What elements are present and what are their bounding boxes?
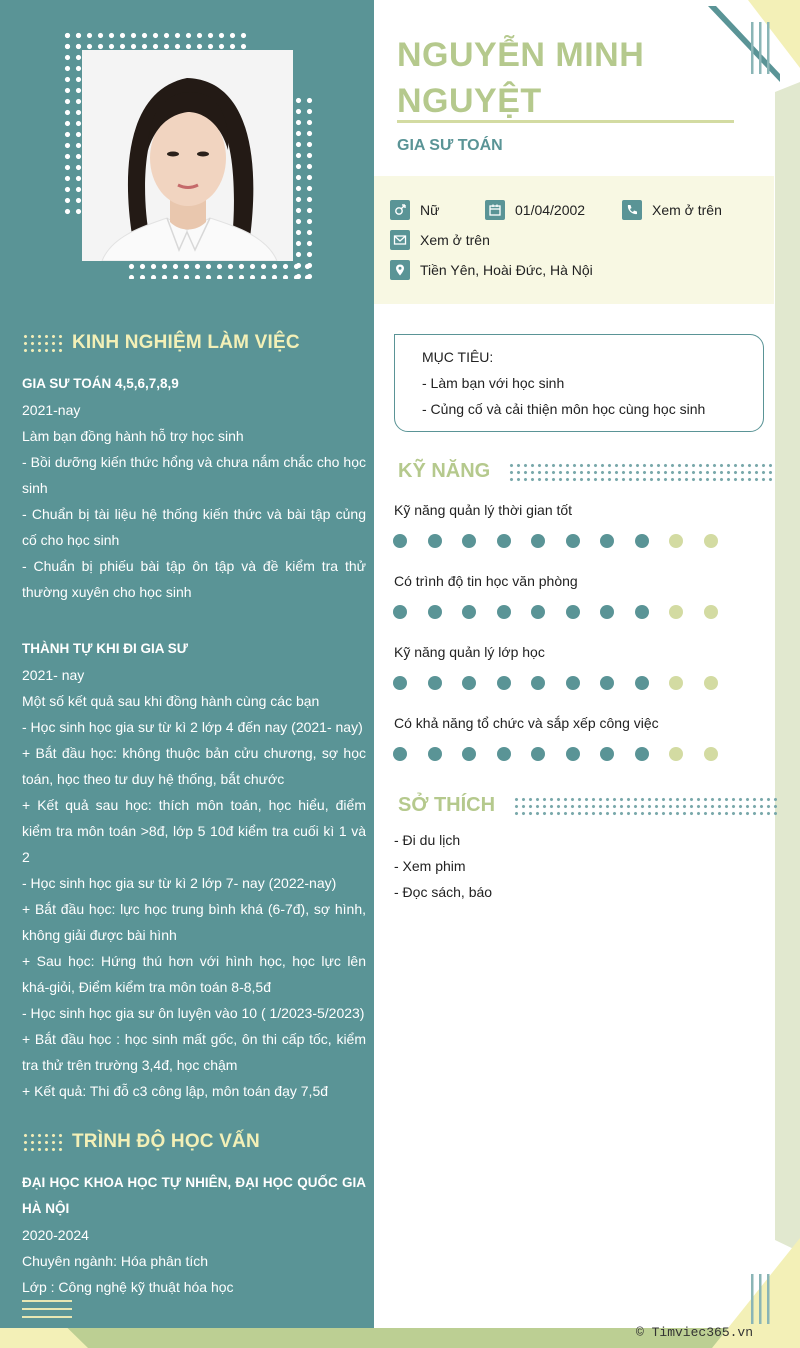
- education-dots: [22, 1132, 64, 1152]
- job-2-line-1: Một số kết quả sau khi đồng hành cùng các bạn: [22, 693, 320, 709]
- rating-dot-filled: [462, 605, 476, 619]
- rating-dot-filled: [428, 676, 442, 690]
- education-entry: [22, 1170, 366, 1300]
- job-2-line-10: + Kết quả: Thi đỗ c3 công lập, môn toán đạy 7,5đ: [22, 1083, 329, 1099]
- location-icon: [390, 260, 410, 280]
- rating-dot-filled: [393, 676, 407, 690]
- rating-dot-filled: [497, 534, 511, 548]
- objective-line-2: - Củng cố và cải thiện môn học cùng học sinh: [422, 401, 706, 417]
- photo-dots-right: [293, 95, 313, 279]
- rating-dot-empty: [704, 605, 718, 619]
- job-1-position: GIA SƯ TOÁN 4,5,6,7,8,9: [22, 376, 179, 391]
- info-email: [390, 230, 490, 250]
- rating-dot-filled: [635, 605, 649, 619]
- rating-dot-filled: [462, 534, 476, 548]
- skill-3-name: Kỹ năng quản lý lớp học: [394, 644, 545, 660]
- skill-1-name: Kỹ năng quản lý thời gian tốt: [394, 502, 573, 518]
- rating-dot-filled: [600, 676, 614, 690]
- rating-dot-filled: [497, 747, 511, 761]
- experience-dots: [22, 333, 64, 353]
- email-value: Xem ở trên: [420, 232, 490, 248]
- rating-dot-filled: [428, 747, 442, 761]
- rating-dot-filled: [531, 676, 545, 690]
- gender-icon: [390, 200, 410, 220]
- skills-dots: [508, 462, 772, 482]
- objective-title: MỤC TIÊU:: [422, 349, 494, 365]
- phone-icon: [622, 200, 642, 220]
- rating-dot-filled: [531, 747, 545, 761]
- education-major: Chuyên ngành: Hóa phân tích: [22, 1253, 209, 1269]
- rating-dot-filled: [462, 676, 476, 690]
- job-2-line-7: + Sau học: Hứng thú hơn với hình học, học lực lên khá-giỏi, Điểm kiểm tra môn toán 8-8,5đ: [22, 953, 366, 995]
- job-2-line-8: - Học sinh học gia sư ôn luyện vào 10 ( 1/2023-5/2023): [22, 1005, 365, 1021]
- info-gender: [390, 200, 439, 220]
- rating-dot-empty: [704, 534, 718, 548]
- rating-dot-empty: [669, 676, 683, 690]
- contact-info-panel: [374, 176, 774, 304]
- job-1-line-1: Làm bạn đồng hành hỗ trợ học sinh: [22, 428, 244, 444]
- rating-dot-filled: [566, 747, 580, 761]
- deco-line: [22, 1308, 72, 1310]
- rating-dot-filled: [600, 605, 614, 619]
- job-2-line-9: + Bắt đầu học : học sinh mất gốc, ôn thi cấp tốc, kiểm tra thử trên trường 3,4đ, học chậm: [22, 1031, 366, 1073]
- job-2-line-4: + Kết quả sau học: thích môn toán, học hiểu, điểm kiểm tra môn toán >8đ, lớp 5 10đ kiểm tra cuối kì 1 và 2: [22, 797, 366, 865]
- education-class: Lớp : Công nghệ kỹ thuật hóa học: [22, 1279, 234, 1295]
- experience-job-1: [22, 371, 366, 605]
- calendar-icon: [485, 200, 505, 220]
- info-birthday: [485, 200, 585, 220]
- education-header: [22, 1127, 260, 1157]
- job-title: GIA SƯ TOÁN: [397, 137, 503, 154]
- address-value: Tiền Yên, Hoài Đức, Hà Nội: [420, 262, 593, 278]
- job-2-line-3: + Bắt đầu học: không thuộc bản cửu chương, sợ học toán, học theo tư duy hệ thống, bắt chước: [22, 745, 366, 787]
- job-2-line-6: + Bắt đầu học: lực học trung bình khá (6-7đ), sợ hình, không giải được bài hình: [22, 901, 366, 943]
- rating-dot-filled: [600, 747, 614, 761]
- experience-title: KINH NGHIỆM LÀM VIỆC: [72, 332, 300, 353]
- gender-value: Nữ: [420, 202, 440, 218]
- rating-dot-filled: [393, 534, 407, 548]
- deco-line: [22, 1316, 72, 1318]
- email-icon: [390, 230, 410, 250]
- hobbies-header: [398, 794, 777, 817]
- footer-copyright: © Timviec365.vn: [636, 1325, 754, 1340]
- profile-photo: [82, 50, 293, 261]
- rating-dot-filled: [428, 534, 442, 548]
- rating-dot-filled: [566, 605, 580, 619]
- hobbies-title: SỞ THÍCH: [398, 794, 496, 816]
- experience-header: [22, 328, 300, 358]
- objective-line-1: - Làm bạn với học sinh: [422, 375, 565, 391]
- education-school: ĐẠI HỌC KHOA HỌC TỰ NHIÊN, ĐẠI HỌC QUỐC GIA HÀ NỘI: [22, 1175, 366, 1216]
- rating-dot-filled: [497, 676, 511, 690]
- job-2-position: THÀNH TỰ KHI ĐI GIA SƯ: [22, 641, 188, 656]
- job-1-period: 2021-nay: [22, 402, 81, 418]
- photo-dots-left: [62, 30, 82, 219]
- birthday-value: 01/04/2002: [515, 202, 586, 218]
- name-underline: [397, 120, 734, 123]
- rating-dot-filled: [566, 534, 580, 548]
- skills-title: KỸ NĂNG: [398, 460, 491, 482]
- hobby-2: - Xem phim: [394, 858, 466, 874]
- info-address: [390, 260, 593, 280]
- job-1-line-4: - Chuẩn bị phiếu bài tập ôn tập và đề kiểm tra thử thường xuyên cho học sinh: [22, 558, 366, 600]
- rating-dot-filled: [393, 605, 407, 619]
- rating-dot-empty: [669, 605, 683, 619]
- rating-dot-filled: [600, 534, 614, 548]
- phone-value: Xem ở trên: [652, 202, 722, 218]
- education-period: 2020-2024: [22, 1227, 89, 1243]
- experience-job-2: [22, 636, 366, 1104]
- photo-dots-top: [62, 30, 251, 50]
- job-2-period: 2021- nay: [22, 667, 85, 683]
- education-title: TRÌNH ĐỘ HỌC VẤN: [72, 1131, 260, 1152]
- info-phone: [622, 200, 722, 220]
- job-1-line-2: - Bồi dưỡng kiến thức hổng và chưa nắm chắc cho học sinh: [22, 454, 366, 496]
- rating-dot-filled: [497, 605, 511, 619]
- photo-dots-bottom: [126, 261, 313, 279]
- candidate-name: NGUYỄN MINH NGUYỆT: [397, 36, 645, 120]
- skill-4-name: Có khả năng tổ chức và sắp xếp công việc: [394, 715, 659, 731]
- rating-dot-empty: [704, 676, 718, 690]
- hobby-3: - Đọc sách, báo: [394, 884, 493, 900]
- job-2-line-5: - Học sinh học gia sư từ kì 2 lớp 7- nay (2022-nay): [22, 875, 337, 891]
- rating-dot-filled: [428, 605, 442, 619]
- job-1-line-3: - Chuẩn bị tài liệu hệ thống kiến thức và bài tập củng cố cho học sinh: [22, 506, 366, 548]
- rating-dot-empty: [669, 747, 683, 761]
- rating-dot-filled: [635, 676, 649, 690]
- rating-dot-filled: [462, 747, 476, 761]
- deco-line: [22, 1300, 72, 1302]
- hobbies-dots: [513, 796, 777, 816]
- rating-dot-empty: [704, 747, 718, 761]
- left-column: [0, 0, 374, 1328]
- rating-dot-filled: [635, 534, 649, 548]
- rating-dot-empty: [669, 534, 683, 548]
- skills-header: [398, 460, 772, 483]
- hobby-1: - Đi du lịch: [394, 832, 461, 848]
- rating-dot-filled: [531, 605, 545, 619]
- rating-dot-filled: [393, 747, 407, 761]
- rating-dot-filled: [566, 676, 580, 690]
- skill-2-name: Có trình độ tin học văn phòng: [394, 573, 578, 589]
- rating-dot-filled: [635, 747, 649, 761]
- rating-dot-filled: [531, 534, 545, 548]
- job-2-line-2: - Học sinh học gia sư từ kì 2 lớp 4 đến nay (2021- nay): [22, 719, 363, 735]
